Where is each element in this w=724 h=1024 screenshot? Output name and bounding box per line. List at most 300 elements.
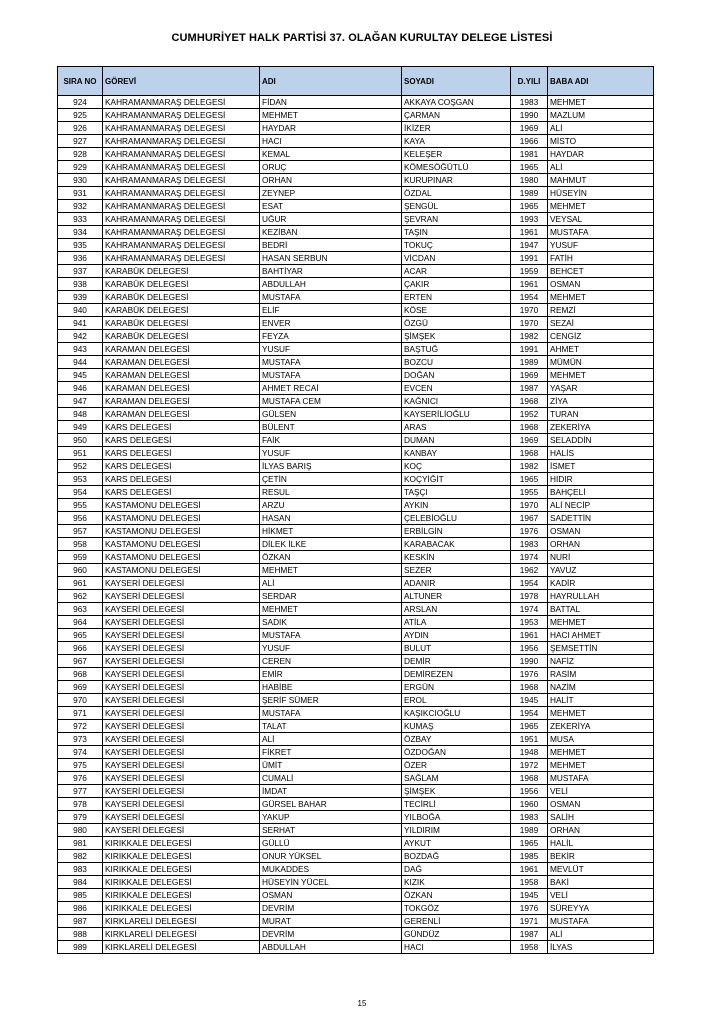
gorevi-cell: KAYSERİ DELEGESİ [103,694,260,707]
sira-no-cell: 977 [58,785,103,798]
dogum-yili-cell: 1954 [511,577,548,590]
table-row [58,239,654,252]
table-row [58,408,654,421]
sira-no-cell: 950 [58,434,103,447]
dogum-yili-cell: 1970 [511,317,548,330]
table-row [58,577,654,590]
table-row [58,915,654,928]
soyadi-cell: DAĞ [402,863,511,876]
table-row [58,525,654,538]
sira-no-cell: 961 [58,577,103,590]
sira-no-cell: 979 [58,811,103,824]
dogum-yili-cell: 1971 [511,915,548,928]
baba-adi-cell: OSMAN [548,798,654,811]
gorevi-cell: KARS DELEGESİ [103,447,260,460]
dogum-yili-cell: 1958 [511,941,548,954]
adi-cell: EMİR [260,668,402,681]
sira-no-cell: 954 [58,486,103,499]
soyadi-cell: ATİLA [402,616,511,629]
sira-no-cell: 987 [58,915,103,928]
gorevi-cell: KAYSERİ DELEGESİ [103,681,260,694]
dogum-yili-cell: 1965 [511,161,548,174]
dogum-yili-cell: 1954 [511,291,548,304]
soyadi-cell: TAŞIN [402,226,511,239]
dogum-yili-cell: 1961 [511,629,548,642]
gorevi-cell: KAHRAMANMARAŞ DELEGESİ [103,148,260,161]
table-row [58,369,654,382]
dogum-yili-cell: 1965 [511,837,548,850]
soyadi-cell: AYKUT [402,837,511,850]
adi-cell: MUSTAFA [260,369,402,382]
adi-cell: FEYZA [260,330,402,343]
table-row [58,395,654,408]
baba-adi-cell: ALİ [548,928,654,941]
column-header-baba-adi: BABA ADI [548,67,654,96]
baba-adi-cell: ŞEMSETTİN [548,642,654,655]
table-row [58,733,654,746]
dogum-yili-cell: 1974 [511,551,548,564]
baba-adi-cell: AHMET [548,343,654,356]
table-row [58,642,654,655]
sira-no-cell: 969 [58,681,103,694]
dogum-yili-cell: 1967 [511,512,548,525]
dogum-yili-cell: 1956 [511,785,548,798]
adi-cell: ÜMİT [260,759,402,772]
adi-cell: TALAT [260,720,402,733]
baba-adi-cell: MİSTO [548,135,654,148]
sira-no-cell: 948 [58,408,103,421]
sira-no-cell: 972 [58,720,103,733]
gorevi-cell: KAHRAMANMARAŞ DELEGESİ [103,122,260,135]
dogum-yili-cell: 1990 [511,109,548,122]
table-row [58,564,654,577]
gorevi-cell: KIRKLARELİ DELEGESİ [103,928,260,941]
dogum-yili-cell: 1953 [511,616,548,629]
adi-cell: HAYDAR [260,122,402,135]
dogum-yili-cell: 1956 [511,642,548,655]
baba-adi-cell: VELİ [548,889,654,902]
soyadi-cell: KARABACAK [402,538,511,551]
soyadi-cell: ÇELEBİOĞLU [402,512,511,525]
table-row [58,96,654,109]
table-row [58,434,654,447]
sira-no-cell: 989 [58,941,103,954]
soyadi-cell: ALTUNER [402,590,511,603]
delegate-table [57,66,654,954]
dogum-yili-cell: 1983 [511,538,548,551]
adi-cell: HÜSEYİN YÜCEL [260,876,402,889]
adi-cell: ŞERİF SÜMER [260,694,402,707]
baba-adi-cell: BAHÇELİ [548,486,654,499]
sira-no-cell: 930 [58,174,103,187]
adi-cell: ÖZKAN [260,551,402,564]
soyadi-cell: KAŞIKCIOĞLU [402,707,511,720]
adi-cell: MUSTAFA [260,707,402,720]
table-row [58,746,654,759]
baba-adi-cell: HAYDAR [548,148,654,161]
baba-adi-cell: MUSA [548,733,654,746]
baba-adi-cell: REMZİ [548,304,654,317]
soyadi-cell: ÖZER [402,759,511,772]
soyadi-cell: KUMAŞ [402,720,511,733]
soyadi-cell: BULUT [402,642,511,655]
sira-no-cell: 974 [58,746,103,759]
table-row [58,785,654,798]
gorevi-cell: KIRIKKALE DELEGESİ [103,850,260,863]
baba-adi-cell: ZEKERİYA [548,421,654,434]
table-row [58,694,654,707]
baba-adi-cell: BATTAL [548,603,654,616]
baba-adi-cell: VELİ [548,785,654,798]
baba-adi-cell: MEVLÜT [548,863,654,876]
baba-adi-cell: BAKİ [548,876,654,889]
adi-cell: MUSTAFA [260,291,402,304]
table-row [58,616,654,629]
baba-adi-cell: MEHMET [548,759,654,772]
dogum-yili-cell: 1990 [511,655,548,668]
sira-no-cell: 940 [58,304,103,317]
dogum-yili-cell: 1974 [511,603,548,616]
column-header-sira-no: SIRA NO [58,67,103,96]
baba-adi-cell: ZEKERİYA [548,720,654,733]
gorevi-cell: KASTAMONU DELEGESİ [103,551,260,564]
adi-cell: BAHTİYAR [260,265,402,278]
table-header-row [58,67,654,96]
baba-adi-cell: KADİR [548,577,654,590]
dogum-yili-cell: 1968 [511,447,548,460]
column-header-gorevi: GÖREVİ [103,67,260,96]
gorevi-cell: KAYSERİ DELEGESİ [103,603,260,616]
gorevi-cell: KIRKLARELİ DELEGESİ [103,915,260,928]
table-row [58,356,654,369]
sira-no-cell: 936 [58,252,103,265]
adi-cell: İMDAT [260,785,402,798]
baba-adi-cell: MEHMET [548,291,654,304]
soyadi-cell: ÖZGÜ [402,317,511,330]
table-row [58,928,654,941]
adi-cell: MURAT [260,915,402,928]
gorevi-cell: KAYSERİ DELEGESİ [103,824,260,837]
baba-adi-cell: YAŞAR [548,382,654,395]
table-row [58,421,654,434]
gorevi-cell: KARS DELEGESİ [103,460,260,473]
table-row [58,824,654,837]
dogum-yili-cell: 1961 [511,278,548,291]
gorevi-cell: KARAMAN DELEGESİ [103,356,260,369]
soyadi-cell: KELEŞER [402,148,511,161]
baba-adi-cell: BEHCET [548,265,654,278]
soyadi-cell: VİCDAN [402,252,511,265]
baba-adi-cell: NAFİZ [548,655,654,668]
soyadi-cell: AKKAYA COŞGAN [402,96,511,109]
column-header-soyadi: SOYADI [402,67,511,96]
table-row [58,265,654,278]
gorevi-cell: KAHRAMANMARAŞ DELEGESİ [103,252,260,265]
baba-adi-cell: ALİ NECİP [548,499,654,512]
table-row [58,213,654,226]
sira-no-cell: 962 [58,590,103,603]
dogum-yili-cell: 1970 [511,304,548,317]
sira-no-cell: 983 [58,863,103,876]
table-row [58,473,654,486]
dogum-yili-cell: 1983 [511,811,548,824]
table-row [58,889,654,902]
gorevi-cell: KASTAMONU DELEGESİ [103,564,260,577]
soyadi-cell: ARSLAN [402,603,511,616]
dogum-yili-cell: 1959 [511,265,548,278]
baba-adi-cell: MÜMÜN [548,356,654,369]
adi-cell: GÜLLÜ [260,837,402,850]
soyadi-cell: HACI [402,941,511,954]
dogum-yili-cell: 1968 [511,681,548,694]
dogum-yili-cell: 1976 [511,668,548,681]
baba-adi-cell: FATİH [548,252,654,265]
gorevi-cell: KAHRAMANMARAŞ DELEGESİ [103,239,260,252]
table-row [58,902,654,915]
adi-cell: ESAT [260,200,402,213]
adi-cell: SERDAR [260,590,402,603]
dogum-yili-cell: 1945 [511,694,548,707]
soyadi-cell: GERENLİ [402,915,511,928]
sira-no-cell: 970 [58,694,103,707]
soyadi-cell: TOKUÇ [402,239,511,252]
gorevi-cell: KAHRAMANMARAŞ DELEGESİ [103,109,260,122]
gorevi-cell: KASTAMONU DELEGESİ [103,512,260,525]
gorevi-cell: KARAMAN DELEGESİ [103,408,260,421]
sira-no-cell: 947 [58,395,103,408]
sira-no-cell: 975 [58,759,103,772]
sira-no-cell: 973 [58,733,103,746]
adi-cell: ARZU [260,499,402,512]
gorevi-cell: KIRIKKALE DELEGESİ [103,902,260,915]
sira-no-cell: 932 [58,200,103,213]
sira-no-cell: 933 [58,213,103,226]
soyadi-cell: AYDIN [402,629,511,642]
adi-cell: YUSUF [260,447,402,460]
adi-cell: UĞUR [260,213,402,226]
soyadi-cell: ÖZBAY [402,733,511,746]
soyadi-cell: ÖZDOĞAN [402,746,511,759]
adi-cell: HASAN SERBUN [260,252,402,265]
dogum-yili-cell: 1961 [511,863,548,876]
dogum-yili-cell: 1989 [511,187,548,200]
baba-adi-cell: HAYRULLAH [548,590,654,603]
gorevi-cell: KAYSERİ DELEGESİ [103,798,260,811]
table-row [58,174,654,187]
dogum-yili-cell: 1976 [511,525,548,538]
soyadi-cell: KOÇYİĞİT [402,473,511,486]
soyadi-cell: GÜNDÜZ [402,928,511,941]
adi-cell: YUSUF [260,642,402,655]
soyadi-cell: ERTEN [402,291,511,304]
gorevi-cell: KAHRAMANMARAŞ DELEGESİ [103,187,260,200]
baba-adi-cell: HACI AHMET [548,629,654,642]
gorevi-cell: KASTAMONU DELEGESİ [103,525,260,538]
dogum-yili-cell: 1991 [511,343,548,356]
adi-cell: DEVRİM [260,928,402,941]
baba-adi-cell: NAZİM [548,681,654,694]
sira-no-cell: 971 [58,707,103,720]
baba-adi-cell: ORHAN [548,538,654,551]
gorevi-cell: KARAMAN DELEGESİ [103,369,260,382]
adi-cell: ELİF [260,304,402,317]
soyadi-cell: BOZCU [402,356,511,369]
column-header-adi: ADI [260,67,402,96]
dogum-yili-cell: 1991 [511,252,548,265]
baba-adi-cell: SEZAİ [548,317,654,330]
dogum-yili-cell: 1954 [511,707,548,720]
baba-adi-cell: ALİ [548,161,654,174]
table-row [58,122,654,135]
table-row [58,447,654,460]
baba-adi-cell: SADETTİN [548,512,654,525]
sira-no-cell: 939 [58,291,103,304]
baba-adi-cell: CENGİZ [548,330,654,343]
sira-no-cell: 943 [58,343,103,356]
sira-no-cell: 928 [58,148,103,161]
soyadi-cell: ŞENGÜL [402,200,511,213]
soyadi-cell: TOKGÖZ [402,902,511,915]
soyadi-cell: ARAS [402,421,511,434]
soyadi-cell: ÖZDAL [402,187,511,200]
gorevi-cell: KIRIKKALE DELEGESİ [103,837,260,850]
gorevi-cell: KAYSERİ DELEGESİ [103,655,260,668]
soyadi-cell: DOĞAN [402,369,511,382]
soyadi-cell: KAYA [402,135,511,148]
sira-no-cell: 938 [58,278,103,291]
gorevi-cell: KAHRAMANMARAŞ DELEGESİ [103,226,260,239]
gorevi-cell: KARABÜK DELEGESİ [103,317,260,330]
adi-cell: ABDULLAH [260,941,402,954]
sira-no-cell: 958 [58,538,103,551]
table-row [58,590,654,603]
dogum-yili-cell: 1968 [511,395,548,408]
sira-no-cell: 965 [58,629,103,642]
dogum-yili-cell: 1972 [511,759,548,772]
sira-no-cell: 957 [58,525,103,538]
sira-no-cell: 960 [58,564,103,577]
soyadi-cell: ŞİMŞEK [402,330,511,343]
adi-cell: RESUL [260,486,402,499]
gorevi-cell: KAYSERİ DELEGESİ [103,668,260,681]
gorevi-cell: KAHRAMANMARAŞ DELEGESİ [103,135,260,148]
adi-cell: ALİ [260,577,402,590]
table-row [58,759,654,772]
gorevi-cell: KAYSERİ DELEGESİ [103,759,260,772]
sira-no-cell: 968 [58,668,103,681]
baba-adi-cell: MUSTAFA [548,915,654,928]
soyadi-cell: TECİRLİ [402,798,511,811]
dogum-yili-cell: 1958 [511,876,548,889]
gorevi-cell: KAYSERİ DELEGESİ [103,629,260,642]
gorevi-cell: KARAMAN DELEGESİ [103,343,260,356]
gorevi-cell: KARS DELEGESİ [103,434,260,447]
baba-adi-cell: SALİH [548,811,654,824]
page-number: 15 [357,999,367,1008]
adi-cell: MUSTAFA [260,629,402,642]
soyadi-cell: KÖSE [402,304,511,317]
sira-no-cell: 937 [58,265,103,278]
dogum-yili-cell: 1989 [511,356,548,369]
gorevi-cell: KAYSERİ DELEGESİ [103,577,260,590]
sira-no-cell: 981 [58,837,103,850]
gorevi-cell: KARAMAN DELEGESİ [103,382,260,395]
sira-no-cell: 978 [58,798,103,811]
dogum-yili-cell: 1952 [511,408,548,421]
adi-cell: KEZİBAN [260,226,402,239]
baba-adi-cell: OSMAN [548,278,654,291]
soyadi-cell: EVCEN [402,382,511,395]
adi-cell: YUSUF [260,343,402,356]
dogum-yili-cell: 1962 [511,564,548,577]
table-row [58,668,654,681]
soyadi-cell: KANBAY [402,447,511,460]
adi-cell: ENVER [260,317,402,330]
baba-adi-cell: NURİ [548,551,654,564]
sira-no-cell: 924 [58,96,103,109]
sira-no-cell: 942 [58,330,103,343]
gorevi-cell: KAYSERİ DELEGESİ [103,616,260,629]
soyadi-cell: KURUPINAR [402,174,511,187]
table-row [58,382,654,395]
table-row [58,499,654,512]
baba-adi-cell: RASİM [548,668,654,681]
gorevi-cell: KAYSERİ DELEGESİ [103,772,260,785]
dogum-yili-cell: 1955 [511,486,548,499]
sira-no-cell: 982 [58,850,103,863]
baba-adi-cell: MEHMET [548,96,654,109]
baba-adi-cell: YAVUZ [548,564,654,577]
adi-cell: GÜRSEL BAHAR [260,798,402,811]
table-row [58,798,654,811]
soyadi-cell: KESKİN [402,551,511,564]
gorevi-cell: KARABÜK DELEGESİ [103,265,260,278]
dogum-yili-cell: 1948 [511,746,548,759]
soyadi-cell: ERGÜN [402,681,511,694]
gorevi-cell: KAYSERİ DELEGESİ [103,707,260,720]
table-row [58,187,654,200]
dogum-yili-cell: 1976 [511,902,548,915]
baba-adi-cell: SÜREYYA [548,902,654,915]
table-row [58,200,654,213]
soyadi-cell: YILBOĞA [402,811,511,824]
dogum-yili-cell: 1970 [511,499,548,512]
gorevi-cell: KARAMAN DELEGESİ [103,395,260,408]
adi-cell: MEHMET [260,109,402,122]
table-row [58,551,654,564]
baba-adi-cell: ALİ [548,122,654,135]
dogum-yili-cell: 1947 [511,239,548,252]
dogum-yili-cell: 1951 [511,733,548,746]
soyadi-cell: ŞİMŞEK [402,785,511,798]
sira-no-cell: 929 [58,161,103,174]
sira-no-cell: 925 [58,109,103,122]
table-row [58,941,654,954]
gorevi-cell: KAHRAMANMARAŞ DELEGESİ [103,213,260,226]
sira-no-cell: 945 [58,369,103,382]
dogum-yili-cell: 1968 [511,421,548,434]
table-row [58,252,654,265]
soyadi-cell: DEMİREZEN [402,668,511,681]
table-row [58,304,654,317]
sira-no-cell: 976 [58,772,103,785]
gorevi-cell: KIRIKKALE DELEGESİ [103,863,260,876]
baba-adi-cell: MAHMUT [548,174,654,187]
soyadi-cell: DEMİR [402,655,511,668]
adi-cell: CEREN [260,655,402,668]
gorevi-cell: KIRKLARELİ DELEGESİ [103,941,260,954]
baba-adi-cell: İSMET [548,460,654,473]
